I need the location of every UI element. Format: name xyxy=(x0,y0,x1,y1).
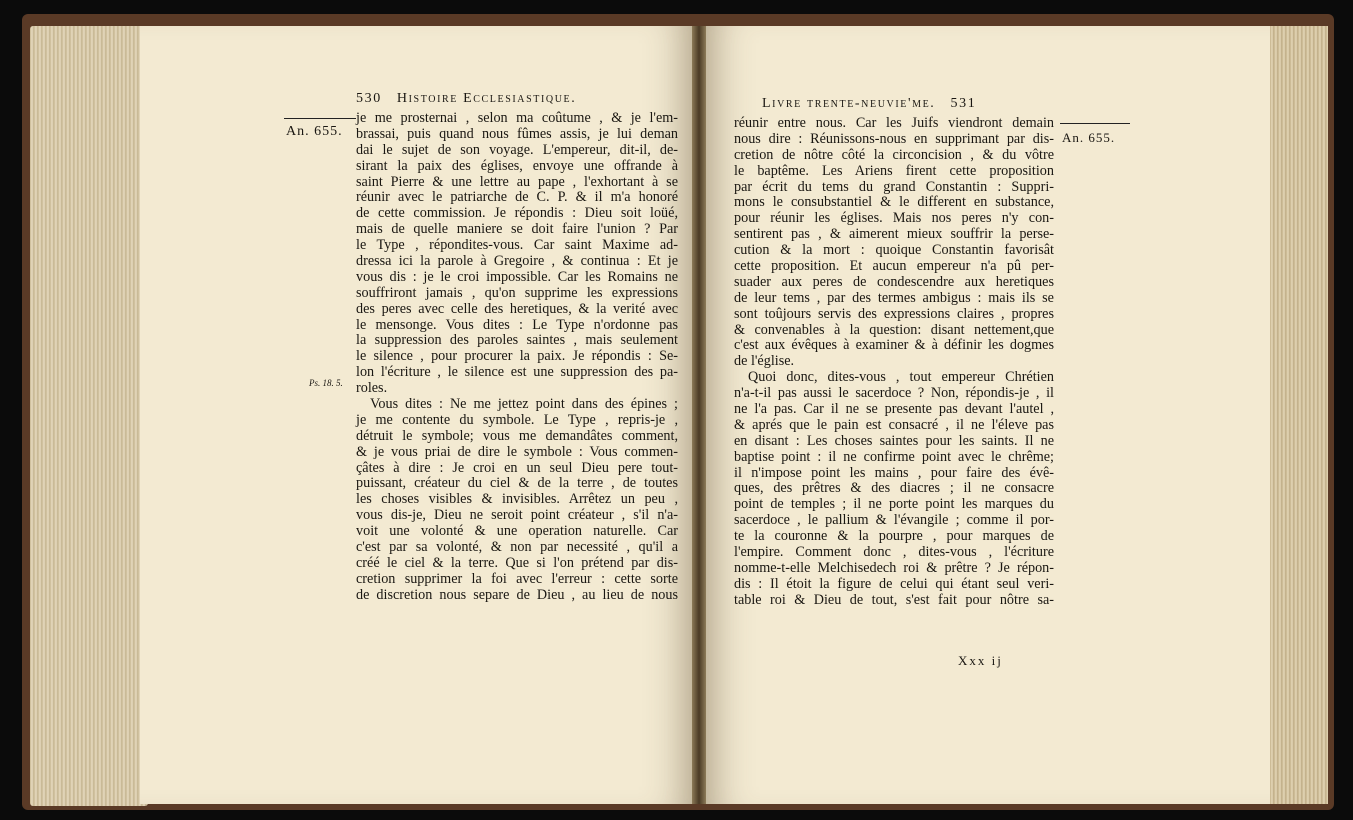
text-line: le silence , pour procurer la paix. Je répondis : Se- xyxy=(356,348,678,365)
text-line: sentirent pas , & aimerent mieux souffrir la perse- xyxy=(734,226,1054,243)
text-line: par écrit du tems du grand Constantin : Suppri- xyxy=(734,178,1054,195)
text-line: sont toûjours servis des expressions claires , propres xyxy=(734,305,1054,322)
left-running-head: Histoire Ecclesiastique. xyxy=(396,91,577,106)
left-margin-reference: Ps. 18. 5. xyxy=(309,378,343,388)
text-line: réunir entre nous. Car les Juifs viendront demain xyxy=(734,115,1054,131)
text-line: la suppression des paroles saintes , mais seulement xyxy=(356,332,678,349)
text-line: mons le consubstantiel & le different en substance, xyxy=(734,194,1054,211)
text-line: mais de quelle maniere se doit faire l'union ? Par xyxy=(356,221,678,238)
text-line: de discretion nous separe de Dieu , au lieu de nous xyxy=(356,586,678,603)
left-page-number: 530 xyxy=(356,91,382,106)
text-line: le Type , répondites-vous. Car saint Maxime ad- xyxy=(356,237,678,254)
text-line: le mensonge. Vous dites : Le Type n'ordonne pas xyxy=(356,316,678,333)
text-line: point de temples ; il ne porte point les marques du xyxy=(734,496,1054,513)
text-line: dis : Il étoit la figure de celui qui étant seul veri- xyxy=(734,575,1054,592)
left-page-header xyxy=(356,91,576,107)
text-line: ques, des prêtres & des diacres ; il ne consacre xyxy=(734,480,1054,497)
text-line: l'empire. Comment donc , dites-vous , l'écriture xyxy=(734,544,1054,561)
text-line: vous dis-je, Dieu ne seroit point créateur , s'il n'a- xyxy=(356,507,678,524)
text-line: voit une volonté & une operation naturelle. Car xyxy=(356,523,678,540)
book xyxy=(22,14,1334,810)
right-page-body xyxy=(734,116,1054,609)
text-line: brassai, puis quand nous fûmes assis, je lui deman xyxy=(356,125,678,142)
text-line: souffriront jamais , qu'on supprime les expressions xyxy=(356,284,678,301)
text-line: je me prosternai , selon ma coûtume , & je l'em- xyxy=(356,110,678,126)
page-edges-right xyxy=(1270,26,1328,804)
text-line: réunir avec le patriarche de C. P. & il m'a honoré xyxy=(356,189,678,206)
text-line: il n'impose point les mains , pour faire des évê- xyxy=(734,464,1054,481)
text-line: çâtes à dire : Je croi en un seul Dieu pere tout- xyxy=(356,459,678,476)
text-line: puissant, créateur du ciel & de la terre , de toutes xyxy=(356,475,678,492)
text-line: ne l'a pas. Car il ne se presente pas devant l'autel , xyxy=(734,401,1054,418)
text-line: suader aux peres de condescendre aux heretiques xyxy=(734,273,1054,290)
text-line: détruit le symbole; vous me demandâtes comment, xyxy=(356,427,678,444)
text-line: cretion de nôtre côté la circoncision , & du vôtre xyxy=(734,146,1054,163)
right-page-number: 531 xyxy=(950,96,977,111)
text-line: je me contente du symbole. Le Type , repris-je , xyxy=(356,411,678,428)
text-line: de cette commission. Je répondis : Dieu soit loüé, xyxy=(356,205,678,222)
text-line: n'a-t-il pas aussi le sacerdoce ? Non, répondis-je , il xyxy=(734,385,1054,402)
signature-mark: Xxx ij xyxy=(958,653,1003,668)
book-gutter xyxy=(692,26,706,804)
text-line: table roi & Dieu de tout, s'est fait pour nôtre sa- xyxy=(734,591,1054,608)
text-line: nomme-t-elle Melchisedech roi & prêtre ? Je répon- xyxy=(734,559,1054,576)
text-line: cretion supprimer la foi avec l'erreur : cette sorte xyxy=(356,570,678,587)
page-edges-left xyxy=(30,26,148,806)
text-line: Quoi donc, dites-vous , tout empereur Chrétien xyxy=(748,369,1054,386)
text-line: sirant la paix des églises, envoye une offrande à xyxy=(356,157,678,174)
text-line: cette proposition. Et aucun empereur n'a pû per- xyxy=(734,258,1054,275)
text-line: vous dis : je le croi impossible. Car les Romains ne xyxy=(356,268,678,285)
text-line: nous dire : Réunissons-nous en supprimant par dis- xyxy=(734,130,1054,147)
text-line: & convenables à la question: disant nettement,que xyxy=(734,321,1054,338)
text-line: les choses visibles & invisibles. Arrêtez un peu , xyxy=(356,491,678,508)
text-line: en disant : Les choses saintes pour les saints. Il ne xyxy=(734,432,1054,449)
right-running-head: Livre trente-neuvie'me. xyxy=(762,96,936,111)
text-line: te la couronne & la pourpre , pour marques de xyxy=(734,528,1054,545)
text-line: roles. xyxy=(356,380,388,397)
text-line: lon l'écriture , le silence est une suppression des pa- xyxy=(356,364,678,381)
text-line: créé le ciel & la terre. Que si l'on prétend par dis- xyxy=(356,554,678,571)
text-line: & je vous priai de dire le symbole : Vous commen- xyxy=(356,443,678,460)
text-line: dressa ici la parole à Gregoire , & continua : Et je xyxy=(356,253,678,270)
text-line: saint Pierre & une lettre au pape , l'exhortant à se xyxy=(356,173,678,190)
text-line: dai le sujet de son voyage. L'empereur, dit-il, de- xyxy=(356,141,678,158)
text-line: cution & la mort : quoique Constantin favorisât xyxy=(734,242,1054,259)
text-line: sacerdoce , le pallium & l'évangile ; comme il por- xyxy=(734,512,1054,529)
right-margin-rule xyxy=(1060,123,1130,124)
text-line: des peres avec celle des heretiques, & la verité avec xyxy=(356,300,678,317)
text-line: le baptême. Les Ariens firent cette proposition xyxy=(734,162,1054,179)
text-line: c'est aux évêques à examiner & à définir les dogmes xyxy=(734,337,1054,354)
text-line: de l'église. xyxy=(734,353,795,370)
right-page-header xyxy=(762,96,976,112)
text-line: baptise point : il ne confirme point avec le chrême; xyxy=(734,448,1054,465)
text-line: Vous dites : Ne me jettez point dans des épines ; xyxy=(370,396,678,413)
text-line: pour réunir les églises. Mais nos peres n'y con- xyxy=(734,210,1054,227)
text-line: c'est par sa volonté, & non par necessité , qu'il a xyxy=(356,539,678,556)
right-margin-year: An. 655. xyxy=(1062,130,1116,145)
left-page-body xyxy=(356,111,678,604)
text-line: de leur tems , par des termes ambigus : mais ils se xyxy=(734,289,1054,306)
text-line: & aprés que le pain est consacré , il ne l'éleve pas xyxy=(734,416,1054,433)
left-margin-rule xyxy=(284,118,356,119)
left-margin-year: An. 655. xyxy=(286,124,343,139)
